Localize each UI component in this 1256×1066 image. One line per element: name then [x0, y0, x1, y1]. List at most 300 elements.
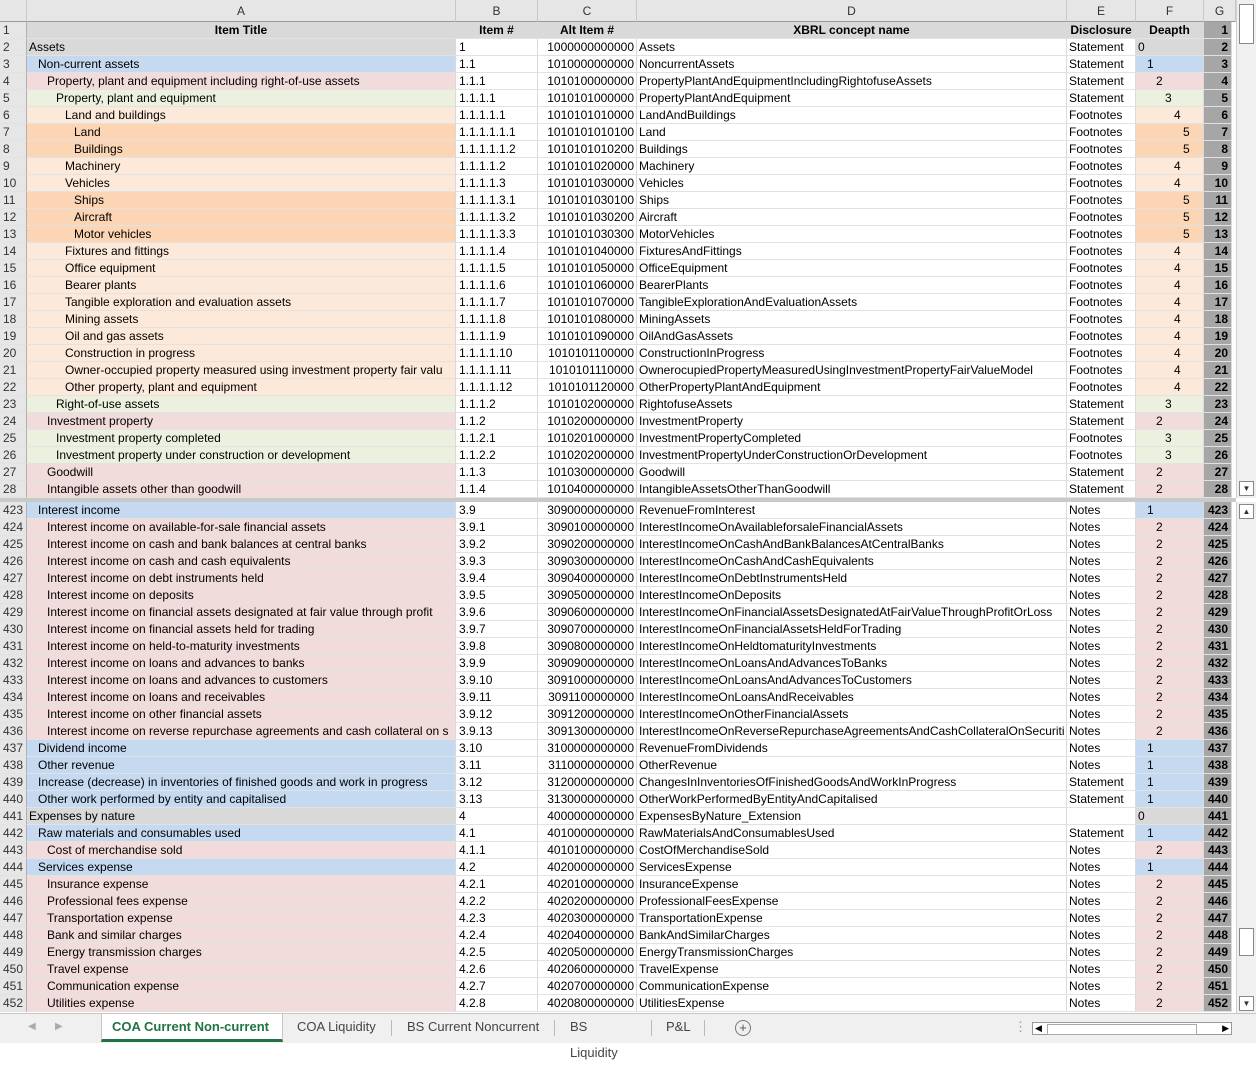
header-item-title[interactable]: Item Title: [27, 22, 456, 39]
row-number[interactable]: 5: [0, 90, 27, 107]
depth-cell[interactable]: 1: [1136, 774, 1204, 791]
depth-cell[interactable]: 3: [1136, 396, 1204, 413]
g-cell[interactable]: 9: [1204, 158, 1232, 175]
item-title-cell[interactable]: Increase (decrease) in inventories of finished goods and work in progress: [27, 774, 456, 791]
item-title-cell[interactable]: Interest income on cash and bank balances at central banks: [27, 536, 456, 553]
depth-cell[interactable]: 4: [1136, 311, 1204, 328]
xbrl-concept-cell[interactable]: MotorVehicles: [637, 226, 1067, 243]
depth-cell[interactable]: 2: [1136, 553, 1204, 570]
alt-item-cell[interactable]: 1010101100000: [538, 345, 637, 362]
header-xbrl-concept[interactable]: XBRL concept name: [637, 22, 1067, 39]
depth-cell[interactable]: 2: [1136, 604, 1204, 621]
item-number-cell[interactable]: 3.9.10: [456, 672, 538, 689]
depth-cell[interactable]: 2: [1136, 723, 1204, 740]
disclosure-cell[interactable]: Notes: [1067, 961, 1136, 978]
column-header-b[interactable]: B: [456, 0, 538, 22]
item-number-cell[interactable]: 1.1.1.1.3.2: [456, 209, 538, 226]
row-number[interactable]: 445: [0, 876, 27, 893]
item-number-cell[interactable]: 4.2.7: [456, 978, 538, 995]
item-title-cell[interactable]: Interest income on loans and advances to customers: [27, 672, 456, 689]
disclosure-cell[interactable]: Notes: [1067, 893, 1136, 910]
row-number[interactable]: 23: [0, 396, 27, 413]
xbrl-concept-cell[interactable]: InterestIncomeOnOtherFinancialAssets: [637, 706, 1067, 723]
item-title-cell[interactable]: Owner-occupied property measured using investment property fair valu: [27, 362, 456, 379]
depth-cell[interactable]: 3: [1136, 90, 1204, 107]
alt-item-cell[interactable]: 1010101050000: [538, 260, 637, 277]
bottom-vertical-scrollbar[interactable]: [1236, 502, 1256, 1013]
xbrl-concept-cell[interactable]: BankAndSimilarCharges: [637, 927, 1067, 944]
depth-cell[interactable]: 4: [1136, 243, 1204, 260]
triangle-right-icon[interactable]: ▶: [1222, 1023, 1229, 1033]
xbrl-concept-cell[interactable]: TravelExpense: [637, 961, 1067, 978]
item-number-cell[interactable]: 3.9.9: [456, 655, 538, 672]
disclosure-cell[interactable]: Footnotes: [1067, 107, 1136, 124]
alt-item-cell[interactable]: 1010101020000: [538, 158, 637, 175]
g-cell[interactable]: 425: [1204, 536, 1232, 553]
row-number[interactable]: 436: [0, 723, 27, 740]
item-number-cell[interactable]: 1.1.1.1.12: [456, 379, 538, 396]
item-number-cell[interactable]: 3.10: [456, 740, 538, 757]
xbrl-concept-cell[interactable]: BearerPlants: [637, 277, 1067, 294]
column-header-f[interactable]: F: [1136, 0, 1204, 22]
alt-item-cell[interactable]: 3091100000000: [538, 689, 637, 706]
xbrl-concept-cell[interactable]: EnergyTransmissionCharges: [637, 944, 1067, 961]
item-number-cell[interactable]: 1: [456, 39, 538, 56]
tab-coa-liquidity[interactable]: COA Liquidity: [297, 1019, 376, 1034]
xbrl-concept-cell[interactable]: Machinery: [637, 158, 1067, 175]
xbrl-concept-cell[interactable]: InterestIncomeOnDeposits: [637, 587, 1067, 604]
g-cell[interactable]: 435: [1204, 706, 1232, 723]
row-number[interactable]: 428: [0, 587, 27, 604]
disclosure-cell[interactable]: Notes: [1067, 536, 1136, 553]
item-title-cell[interactable]: Other revenue: [27, 757, 456, 774]
disclosure-cell[interactable]: Notes: [1067, 876, 1136, 893]
xbrl-concept-cell[interactable]: FixturesAndFittings: [637, 243, 1067, 260]
g-cell[interactable]: 20: [1204, 345, 1232, 362]
depth-cell[interactable]: 2: [1136, 464, 1204, 481]
g-cell[interactable]: 442: [1204, 825, 1232, 842]
g-cell[interactable]: 4: [1204, 73, 1232, 90]
depth-cell[interactable]: 2: [1136, 910, 1204, 927]
disclosure-cell[interactable]: Footnotes: [1067, 379, 1136, 396]
disclosure-cell[interactable]: Footnotes: [1067, 328, 1136, 345]
disclosure-cell[interactable]: Notes: [1067, 672, 1136, 689]
xbrl-concept-cell[interactable]: RightofuseAssets: [637, 396, 1067, 413]
row-number[interactable]: 443: [0, 842, 27, 859]
depth-cell[interactable]: 1: [1136, 502, 1204, 519]
xbrl-concept-cell[interactable]: PropertyPlantAndEquipment: [637, 90, 1067, 107]
g-cell[interactable]: 450: [1204, 961, 1232, 978]
xbrl-concept-cell[interactable]: CostOfMerchandiseSold: [637, 842, 1067, 859]
item-number-cell[interactable]: 3.9.7: [456, 621, 538, 638]
alt-item-cell[interactable]: 3090500000000: [538, 587, 637, 604]
item-number-cell[interactable]: 1.1: [456, 56, 538, 73]
depth-cell[interactable]: 2: [1136, 587, 1204, 604]
xbrl-concept-cell[interactable]: InterestIncomeOnReverseRepurchaseAgreementsAndCashCollateralOnSecuriti: [637, 723, 1067, 740]
alt-item-cell[interactable]: 1010100000000: [538, 73, 637, 90]
tab-pnl[interactable]: P&L: [666, 1019, 691, 1034]
xbrl-concept-cell[interactable]: Goodwill: [637, 464, 1067, 481]
disclosure-cell[interactable]: Footnotes: [1067, 226, 1136, 243]
item-title-cell[interactable]: Right-of-use assets: [27, 396, 456, 413]
item-title-cell[interactable]: Vehicles: [27, 175, 456, 192]
row-number[interactable]: 447: [0, 910, 27, 927]
item-title-cell[interactable]: Interest income on loans and receivables: [27, 689, 456, 706]
disclosure-cell[interactable]: Notes: [1067, 723, 1136, 740]
row-number[interactable]: 8: [0, 141, 27, 158]
g-cell[interactable]: 14: [1204, 243, 1232, 260]
xbrl-concept-cell[interactable]: ExpensesByNature_Extension: [637, 808, 1067, 825]
item-title-cell[interactable]: Interest income on reverse repurchase agreements and cash collateral on s: [27, 723, 456, 740]
alt-item-cell[interactable]: 3120000000000: [538, 774, 637, 791]
row-number[interactable]: 444: [0, 859, 27, 876]
item-title-cell[interactable]: Fixtures and fittings: [27, 243, 456, 260]
g-cell[interactable]: 10: [1204, 175, 1232, 192]
alt-item-cell[interactable]: 1010101030000: [538, 175, 637, 192]
row-number[interactable]: 451: [0, 978, 27, 995]
header-disclosure[interactable]: Disclosure: [1067, 22, 1136, 39]
depth-cell[interactable]: 5: [1136, 141, 1204, 158]
depth-cell[interactable]: 4: [1136, 294, 1204, 311]
alt-item-cell[interactable]: 1010101110000: [538, 362, 637, 379]
row-number[interactable]: 433: [0, 672, 27, 689]
g-cell[interactable]: 428: [1204, 587, 1232, 604]
g-cell[interactable]: 429: [1204, 604, 1232, 621]
row-number[interactable]: 450: [0, 961, 27, 978]
item-number-cell[interactable]: 1.1.1.1.10: [456, 345, 538, 362]
g-cell[interactable]: 25: [1204, 430, 1232, 447]
item-title-cell[interactable]: Other property, plant and equipment: [27, 379, 456, 396]
item-number-cell[interactable]: 1.1.1.1.6: [456, 277, 538, 294]
item-title-cell[interactable]: Interest income: [27, 502, 456, 519]
item-number-cell[interactable]: 1.1.3: [456, 464, 538, 481]
disclosure-cell[interactable]: Footnotes: [1067, 294, 1136, 311]
alt-item-cell[interactable]: 4020300000000: [538, 910, 637, 927]
alt-item-cell[interactable]: 3090400000000: [538, 570, 637, 587]
disclosure-cell[interactable]: Notes: [1067, 621, 1136, 638]
item-title-cell[interactable]: Interest income on financial assets held for trading: [27, 621, 456, 638]
g-cell[interactable]: 447: [1204, 910, 1232, 927]
disclosure-cell[interactable]: Notes: [1067, 519, 1136, 536]
disclosure-cell[interactable]: [1067, 808, 1136, 825]
depth-cell[interactable]: 2: [1136, 876, 1204, 893]
depth-cell[interactable]: 4: [1136, 158, 1204, 175]
xbrl-concept-cell[interactable]: ProfessionalFeesExpense: [637, 893, 1067, 910]
row-number[interactable]: 6: [0, 107, 27, 124]
scroll-down-icon[interactable]: ▼: [1239, 481, 1254, 496]
xbrl-concept-cell[interactable]: OtherRevenue: [637, 757, 1067, 774]
xbrl-concept-cell[interactable]: OtherPropertyPlantAndEquipment: [637, 379, 1067, 396]
item-title-cell[interactable]: Ships: [27, 192, 456, 209]
alt-item-cell[interactable]: 1010101010000: [538, 107, 637, 124]
g-cell[interactable]: 19: [1204, 328, 1232, 345]
item-number-cell[interactable]: 3.9.11: [456, 689, 538, 706]
horizontal-scrollbar[interactable]: [1032, 1022, 1232, 1035]
triangle-right-icon[interactable]: ▶: [55, 1021, 63, 1032]
item-number-cell[interactable]: 1.1.1.1.1.1: [456, 124, 538, 141]
xbrl-concept-cell[interactable]: OtherWorkPerformedByEntityAndCapitalised: [637, 791, 1067, 808]
alt-item-cell[interactable]: 1010101120000: [538, 379, 637, 396]
row-number[interactable]: 13: [0, 226, 27, 243]
disclosure-cell[interactable]: Notes: [1067, 587, 1136, 604]
depth-cell[interactable]: 2: [1136, 73, 1204, 90]
alt-item-cell[interactable]: 3090300000000: [538, 553, 637, 570]
depth-cell[interactable]: 2: [1136, 519, 1204, 536]
row-number[interactable]: 431: [0, 638, 27, 655]
row-number[interactable]: 2: [0, 39, 27, 56]
disclosure-cell[interactable]: Notes: [1067, 502, 1136, 519]
row-number[interactable]: 432: [0, 655, 27, 672]
g-cell[interactable]: 438: [1204, 757, 1232, 774]
item-number-cell[interactable]: 4.2.2: [456, 893, 538, 910]
depth-cell[interactable]: 5: [1136, 209, 1204, 226]
item-title-cell[interactable]: Property, plant and equipment: [27, 90, 456, 107]
item-title-cell[interactable]: Interest income on financial assets designated at fair value through profit: [27, 604, 456, 621]
depth-cell[interactable]: 2: [1136, 995, 1204, 1012]
disclosure-cell[interactable]: Statement: [1067, 39, 1136, 56]
depth-cell[interactable]: 5: [1136, 124, 1204, 141]
disclosure-cell[interactable]: Notes: [1067, 638, 1136, 655]
g-cell[interactable]: 441: [1204, 808, 1232, 825]
disclosure-cell[interactable]: Statement: [1067, 791, 1136, 808]
depth-cell[interactable]: 5: [1136, 192, 1204, 209]
xbrl-concept-cell[interactable]: LandAndBuildings: [637, 107, 1067, 124]
row-number[interactable]: 3: [0, 56, 27, 73]
row-number[interactable]: 439: [0, 774, 27, 791]
alt-item-cell[interactable]: 1010201000000: [538, 430, 637, 447]
item-title-cell[interactable]: Travel expense: [27, 961, 456, 978]
row-number[interactable]: 19: [0, 328, 27, 345]
item-number-cell[interactable]: 3.9.13: [456, 723, 538, 740]
g-cell[interactable]: 433: [1204, 672, 1232, 689]
disclosure-cell[interactable]: Notes: [1067, 553, 1136, 570]
g-cell[interactable]: 427: [1204, 570, 1232, 587]
xbrl-concept-cell[interactable]: TangibleExplorationAndEvaluationAssets: [637, 294, 1067, 311]
item-number-cell[interactable]: 1.1.2.1: [456, 430, 538, 447]
alt-item-cell[interactable]: 3090000000000: [538, 502, 637, 519]
alt-item-cell[interactable]: 1010400000000: [538, 481, 637, 498]
g-cell[interactable]: 426: [1204, 553, 1232, 570]
depth-cell[interactable]: 0: [1136, 808, 1204, 825]
row-number[interactable]: 22: [0, 379, 27, 396]
depth-cell[interactable]: 4: [1136, 379, 1204, 396]
disclosure-cell[interactable]: Footnotes: [1067, 277, 1136, 294]
item-number-cell[interactable]: 1.1.1: [456, 73, 538, 90]
disclosure-cell[interactable]: Statement: [1067, 73, 1136, 90]
item-title-cell[interactable]: Motor vehicles: [27, 226, 456, 243]
xbrl-concept-cell[interactable]: NoncurrentAssets: [637, 56, 1067, 73]
alt-item-cell[interactable]: 3091300000000: [538, 723, 637, 740]
alt-item-cell[interactable]: 1010101070000: [538, 294, 637, 311]
xbrl-concept-cell[interactable]: InterestIncomeOnAvailableforsaleFinancialAssets: [637, 519, 1067, 536]
item-number-cell[interactable]: 1.1.1.1.8: [456, 311, 538, 328]
depth-cell[interactable]: 1: [1136, 740, 1204, 757]
item-title-cell[interactable]: Insurance expense: [27, 876, 456, 893]
top-scroll-thumb[interactable]: [1239, 4, 1254, 44]
disclosure-cell[interactable]: Statement: [1067, 464, 1136, 481]
depth-cell[interactable]: 2: [1136, 706, 1204, 723]
depth-cell[interactable]: 1: [1136, 56, 1204, 73]
alt-item-cell[interactable]: 3090700000000: [538, 621, 637, 638]
xbrl-concept-cell[interactable]: InvestmentProperty: [637, 413, 1067, 430]
xbrl-concept-cell[interactable]: UtilitiesExpense: [637, 995, 1067, 1012]
item-title-cell[interactable]: Interest income on debt instruments held: [27, 570, 456, 587]
disclosure-cell[interactable]: Notes: [1067, 842, 1136, 859]
item-number-cell[interactable]: 1.1.1.1.3.3: [456, 226, 538, 243]
row-number[interactable]: 10: [0, 175, 27, 192]
alt-item-cell[interactable]: 1010101090000: [538, 328, 637, 345]
item-title-cell[interactable]: Interest income on loans and advances to banks: [27, 655, 456, 672]
item-title-cell[interactable]: Investment property: [27, 413, 456, 430]
row-number[interactable]: 426: [0, 553, 27, 570]
alt-item-cell[interactable]: 1010101000000: [538, 90, 637, 107]
depth-cell[interactable]: 2: [1136, 570, 1204, 587]
row-number[interactable]: 9: [0, 158, 27, 175]
item-number-cell[interactable]: 4.1: [456, 825, 538, 842]
item-number-cell[interactable]: 1.1.1.1.1: [456, 107, 538, 124]
disclosure-cell[interactable]: Notes: [1067, 978, 1136, 995]
item-number-cell[interactable]: 1.1.4: [456, 481, 538, 498]
item-title-cell[interactable]: Communication expense: [27, 978, 456, 995]
item-number-cell[interactable]: 3.12: [456, 774, 538, 791]
disclosure-cell[interactable]: Footnotes: [1067, 243, 1136, 260]
alt-item-cell[interactable]: 4020800000000: [538, 995, 637, 1012]
item-title-cell[interactable]: Mining assets: [27, 311, 456, 328]
xbrl-concept-cell[interactable]: Ships: [637, 192, 1067, 209]
row-number[interactable]: 425: [0, 536, 27, 553]
xbrl-concept-cell[interactable]: InterestIncomeOnCashAndBankBalancesAtCentralBanks: [637, 536, 1067, 553]
tab-coa-current-non-current[interactable]: COA Current Non-current: [101, 1014, 283, 1042]
item-title-cell[interactable]: Intangible assets other than goodwill: [27, 481, 456, 498]
depth-cell[interactable]: 2: [1136, 638, 1204, 655]
row-number[interactable]: 11: [0, 192, 27, 209]
plus-circle-icon[interactable]: +: [735, 1020, 751, 1036]
alt-item-cell[interactable]: 3091200000000: [538, 706, 637, 723]
item-title-cell[interactable]: Office equipment: [27, 260, 456, 277]
row-number[interactable]: 25: [0, 430, 27, 447]
depth-cell[interactable]: 1: [1136, 791, 1204, 808]
alt-item-cell[interactable]: 3090100000000: [538, 519, 637, 536]
alt-item-cell[interactable]: 3091000000000: [538, 672, 637, 689]
alt-item-cell[interactable]: 4010100000000: [538, 842, 637, 859]
item-number-cell[interactable]: 1.1.1.1.3: [456, 175, 538, 192]
g-cell[interactable]: 21: [1204, 362, 1232, 379]
tab-bs-liquidity[interactable]: BS Liquidity: [570, 1019, 618, 1060]
disclosure-cell[interactable]: Footnotes: [1067, 345, 1136, 362]
g-cell[interactable]: 18: [1204, 311, 1232, 328]
depth-cell[interactable]: 2: [1136, 927, 1204, 944]
item-title-cell[interactable]: Interest income on available-for-sale financial assets: [27, 519, 456, 536]
xbrl-concept-cell[interactable]: ChangesInInventoriesOfFinishedGoodsAndWorkInProgress: [637, 774, 1067, 791]
disclosure-cell[interactable]: Statement: [1067, 825, 1136, 842]
g-cell[interactable]: 12: [1204, 209, 1232, 226]
row-number[interactable]: 17: [0, 294, 27, 311]
scroll-down-icon[interactable]: ▼: [1239, 996, 1254, 1011]
xbrl-concept-cell[interactable]: Buildings: [637, 141, 1067, 158]
item-title-cell[interactable]: Interest income on deposits: [27, 587, 456, 604]
g-cell[interactable]: 6: [1204, 107, 1232, 124]
row-number[interactable]: 452: [0, 995, 27, 1012]
depth-cell[interactable]: 2: [1136, 893, 1204, 910]
depth-cell[interactable]: 2: [1136, 842, 1204, 859]
alt-item-cell[interactable]: 4020700000000: [538, 978, 637, 995]
disclosure-cell[interactable]: Notes: [1067, 757, 1136, 774]
xbrl-concept-cell[interactable]: Land: [637, 124, 1067, 141]
item-number-cell[interactable]: 3.9.6: [456, 604, 538, 621]
disclosure-cell[interactable]: Statement: [1067, 90, 1136, 107]
item-number-cell[interactable]: 1.1.1.1.11: [456, 362, 538, 379]
xbrl-concept-cell[interactable]: OwnerocupiedPropertyMeasuredUsingInvestmentPropertyFairValueModel: [637, 362, 1067, 379]
column-header-a[interactable]: A: [27, 0, 456, 22]
row-number[interactable]: 1: [0, 22, 27, 39]
xbrl-concept-cell[interactable]: ConstructionInProgress: [637, 345, 1067, 362]
top-vertical-scrollbar[interactable]: [1236, 0, 1256, 498]
row-number[interactable]: 429: [0, 604, 27, 621]
item-number-cell[interactable]: 1.1.1.1.5: [456, 260, 538, 277]
item-title-cell[interactable]: Goodwill: [27, 464, 456, 481]
item-number-cell[interactable]: 1.1.1.1.7: [456, 294, 538, 311]
alt-item-cell[interactable]: 1010200000000: [538, 413, 637, 430]
item-number-cell[interactable]: 1.1.1.1: [456, 90, 538, 107]
g-cell[interactable]: 432: [1204, 655, 1232, 672]
depth-cell[interactable]: 2: [1136, 672, 1204, 689]
tab-bs-current-noncurrent[interactable]: BS Current Noncurrent: [407, 1019, 540, 1034]
item-number-cell[interactable]: 4.2.5: [456, 944, 538, 961]
header-alt-item[interactable]: Alt Item #: [538, 22, 637, 39]
alt-item-cell[interactable]: 1010101010200: [538, 141, 637, 158]
alt-item-cell[interactable]: 1010101060000: [538, 277, 637, 294]
xbrl-concept-cell[interactable]: Vehicles: [637, 175, 1067, 192]
column-header-e[interactable]: E: [1067, 0, 1136, 22]
g-cell[interactable]: 27: [1204, 464, 1232, 481]
alt-item-cell[interactable]: 3090800000000: [538, 638, 637, 655]
column-header-c[interactable]: C: [538, 0, 637, 22]
g-cell[interactable]: 449: [1204, 944, 1232, 961]
depth-cell[interactable]: 1: [1136, 825, 1204, 842]
xbrl-concept-cell[interactable]: CommunicationExpense: [637, 978, 1067, 995]
header-depth[interactable]: Deapth: [1136, 22, 1204, 39]
row-number[interactable]: 7: [0, 124, 27, 141]
corner-select-all[interactable]: [0, 0, 27, 22]
depth-cell[interactable]: 5: [1136, 226, 1204, 243]
item-number-cell[interactable]: 3.9.8: [456, 638, 538, 655]
depth-cell[interactable]: 2: [1136, 536, 1204, 553]
item-title-cell[interactable]: Bank and similar charges: [27, 927, 456, 944]
xbrl-concept-cell[interactable]: OilAndGasAssets: [637, 328, 1067, 345]
item-number-cell[interactable]: 4: [456, 808, 538, 825]
xbrl-concept-cell[interactable]: TransportationExpense: [637, 910, 1067, 927]
item-number-cell[interactable]: 1.1.2: [456, 413, 538, 430]
item-number-cell[interactable]: 4.2.4: [456, 927, 538, 944]
g-cell[interactable]: 439: [1204, 774, 1232, 791]
alt-item-cell[interactable]: 4020200000000: [538, 893, 637, 910]
disclosure-cell[interactable]: Statement: [1067, 774, 1136, 791]
xbrl-concept-cell[interactable]: InterestIncomeOnCashAndCashEquivalents: [637, 553, 1067, 570]
alt-item-cell[interactable]: 1010102000000: [538, 396, 637, 413]
g-cell[interactable]: 452: [1204, 995, 1232, 1012]
g-cell[interactable]: 424: [1204, 519, 1232, 536]
depth-cell[interactable]: 4: [1136, 175, 1204, 192]
alt-item-cell[interactable]: 1010202000000: [538, 447, 637, 464]
disclosure-cell[interactable]: Footnotes: [1067, 260, 1136, 277]
depth-cell[interactable]: 1: [1136, 757, 1204, 774]
row-number[interactable]: 435: [0, 706, 27, 723]
row-number[interactable]: 27: [0, 464, 27, 481]
item-number-cell[interactable]: 3.9.4: [456, 570, 538, 587]
g-cell[interactable]: 448: [1204, 927, 1232, 944]
alt-item-cell[interactable]: 1010101030200: [538, 209, 637, 226]
item-number-cell[interactable]: 4.2.6: [456, 961, 538, 978]
